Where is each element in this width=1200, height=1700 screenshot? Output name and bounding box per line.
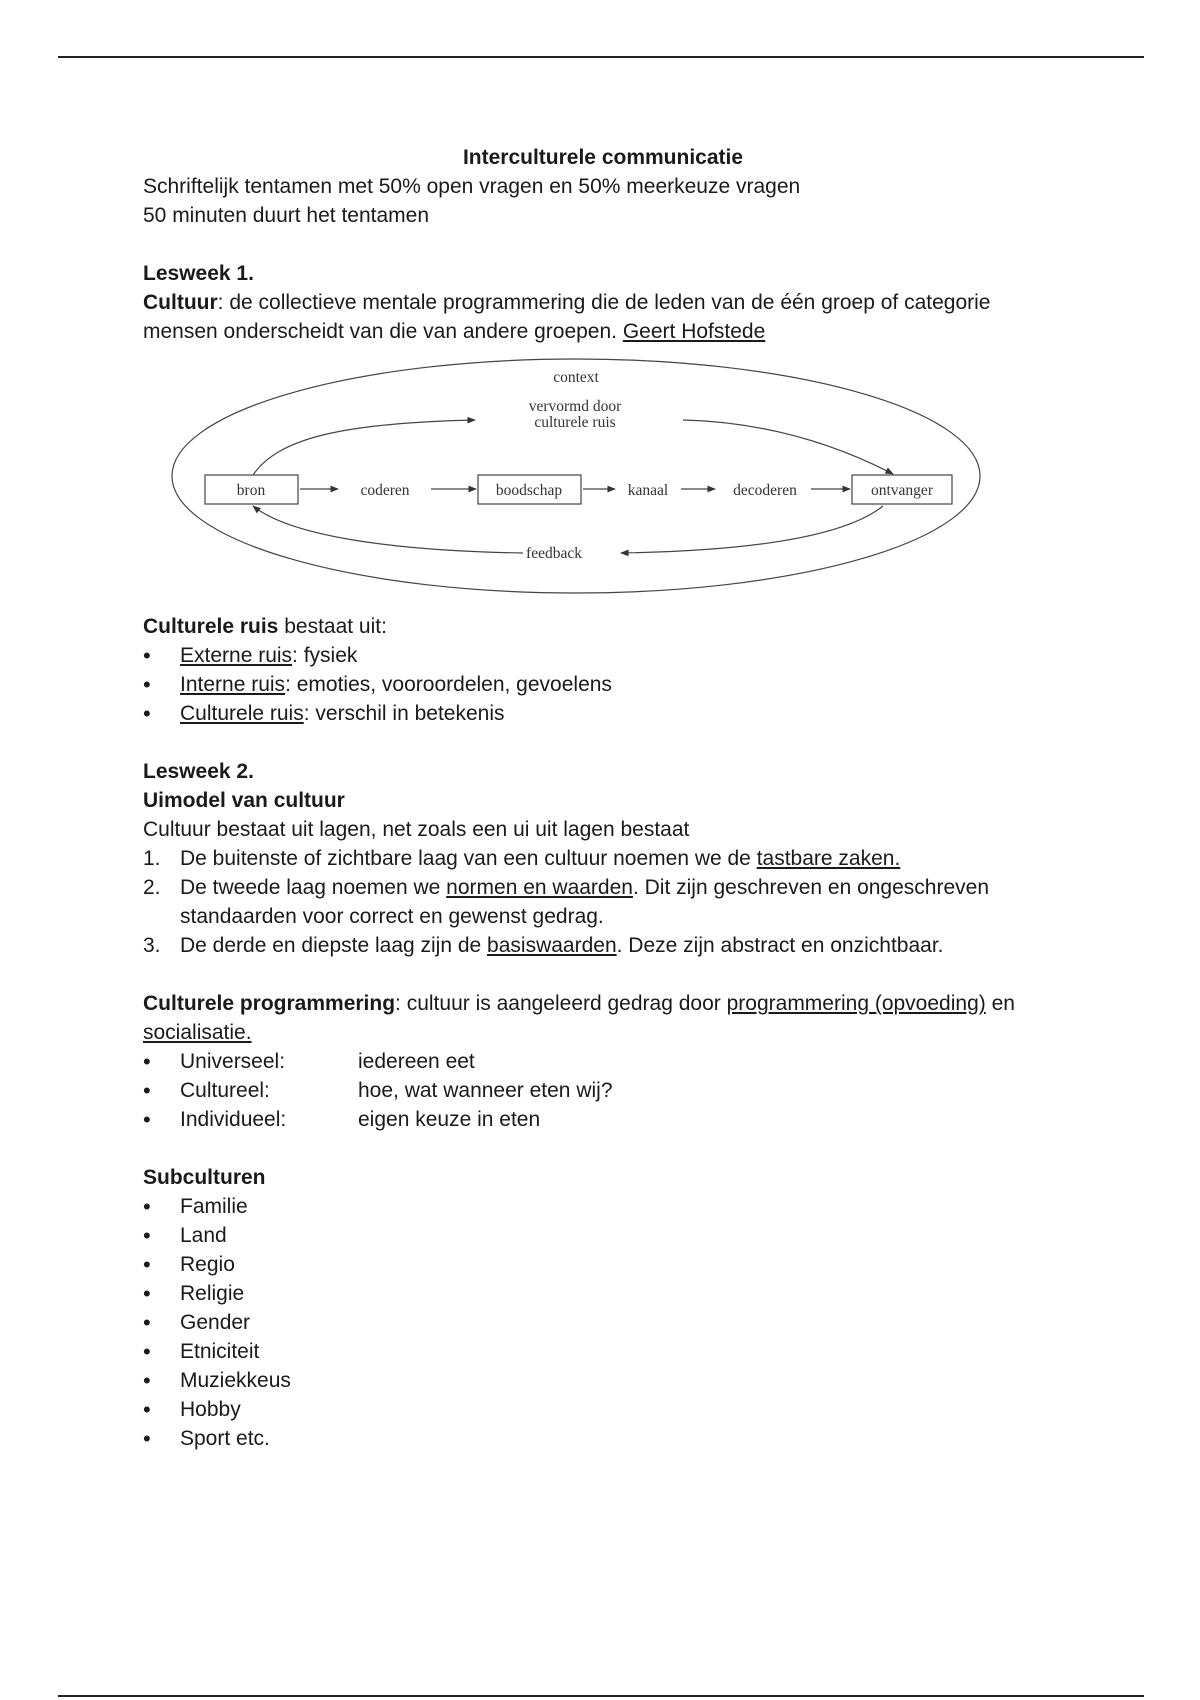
list-item: 3. De derde en diepste laag zijn de basiswaarden. Deze zijn abstract en onzichtbaar. bbox=[143, 934, 944, 957]
noise-arrow-right bbox=[683, 420, 893, 474]
header-rule bbox=[58, 56, 1144, 58]
programming-term: Culturele programmering bbox=[143, 992, 396, 1015]
list-item: • Hobby bbox=[143, 1395, 1063, 1424]
noise-heading: Culturele ruis bbox=[143, 615, 279, 638]
noise-intro: Culturele ruis bestaat uit: bbox=[143, 615, 387, 638]
list-item: • Universeel: iedereen eet bbox=[143, 1047, 1063, 1076]
footer-rule bbox=[58, 1695, 1144, 1697]
culture-def-text: : de collectieve mentale programmering die de leden van de één groep of categorie mensen onderscheidt van die van andere groepen. bbox=[143, 291, 991, 343]
list-item: • Familie bbox=[143, 1192, 1063, 1221]
culture-term: Cultuur bbox=[143, 291, 218, 314]
diagram-noise-label: vervormd door bbox=[528, 398, 622, 415]
document-title: Interculturele communicatie bbox=[462, 146, 744, 169]
communication-model-diagram bbox=[143, 348, 1009, 604]
diagram-feedback-label: feedback bbox=[526, 545, 582, 562]
programming-paragraph: Culturele programmering: cultuur is aangeleerd gedrag door programmering (opvoeding) en socialisatie. bbox=[143, 992, 1015, 1044]
list-item: • Religie bbox=[143, 1279, 1063, 1308]
list-item: • Land bbox=[143, 1221, 1063, 1250]
list-item: • Individueel: eigen keuze in eten bbox=[143, 1105, 1063, 1134]
onion-model-heading: Uimodel van cultuur bbox=[143, 789, 345, 812]
noise-list bbox=[143, 641, 1063, 728]
subcultures-list bbox=[143, 1192, 1063, 1453]
list-item: 2. De tweede laag noemen we normen en waarden. Dit zijn geschreven en ongeschreven standaarden voor correct en gewenst gedrag. bbox=[143, 876, 990, 928]
diagram-decode-label: decoderen bbox=[733, 482, 797, 499]
subcultures-heading: Subculturen bbox=[143, 1166, 266, 1189]
list-item: • Etniciteit bbox=[143, 1337, 1063, 1366]
list-item: 1. De buitenste of zichtbare laag van een cultuur noemen we de tastbare zaken. bbox=[143, 847, 901, 870]
diagram-channel-label: kanaal bbox=[627, 482, 669, 499]
programming-list bbox=[143, 1047, 1063, 1134]
document-body bbox=[143, 143, 1063, 1453]
list-item: • Interne ruis: emoties, vooroordelen, gevoelens bbox=[143, 670, 1063, 699]
diagram-receiver-label: ontvanger bbox=[871, 482, 933, 499]
culture-definition bbox=[143, 288, 1063, 346]
feedback-arrow-right bbox=[621, 506, 883, 553]
diagram-encode-label: coderen bbox=[360, 482, 410, 499]
list-item: • Culturele ruis: verschil in betekenis bbox=[143, 699, 1063, 728]
noise-arrow-left bbox=[253, 420, 475, 475]
layers-list bbox=[143, 844, 1063, 960]
culture-author: Geert Hofstede bbox=[622, 320, 766, 343]
intro-line: 50 minuten duurt het tentamen bbox=[143, 204, 430, 227]
onion-model-intro: Cultuur bestaat uit lagen, net zoals een ui uit lagen bestaat bbox=[143, 818, 690, 841]
list-item: • Gender bbox=[143, 1308, 1063, 1337]
week2-heading: Lesweek 2. bbox=[143, 760, 254, 783]
diagram-context-label: context bbox=[553, 369, 599, 386]
week1-heading: Lesweek 1. bbox=[143, 262, 254, 285]
intro-line: Schriftelijk tentamen met 50% open vragen en 50% meerkeuze vragen bbox=[143, 175, 801, 198]
diagram-noise-label: culturele ruis bbox=[534, 414, 616, 431]
list-item: • Regio bbox=[143, 1250, 1063, 1279]
list-item: • Muziekkeus bbox=[143, 1366, 1063, 1395]
list-item: • Sport etc. bbox=[143, 1424, 1063, 1453]
diagram-message-label: boodschap bbox=[495, 482, 563, 499]
list-item: • Cultureel: hoe, wat wanneer eten wij? bbox=[143, 1076, 1063, 1105]
diagram-source-label: bron bbox=[236, 482, 266, 499]
feedback-arrow-left bbox=[253, 506, 523, 553]
list-item: • Externe ruis: fysiek bbox=[143, 641, 1063, 670]
